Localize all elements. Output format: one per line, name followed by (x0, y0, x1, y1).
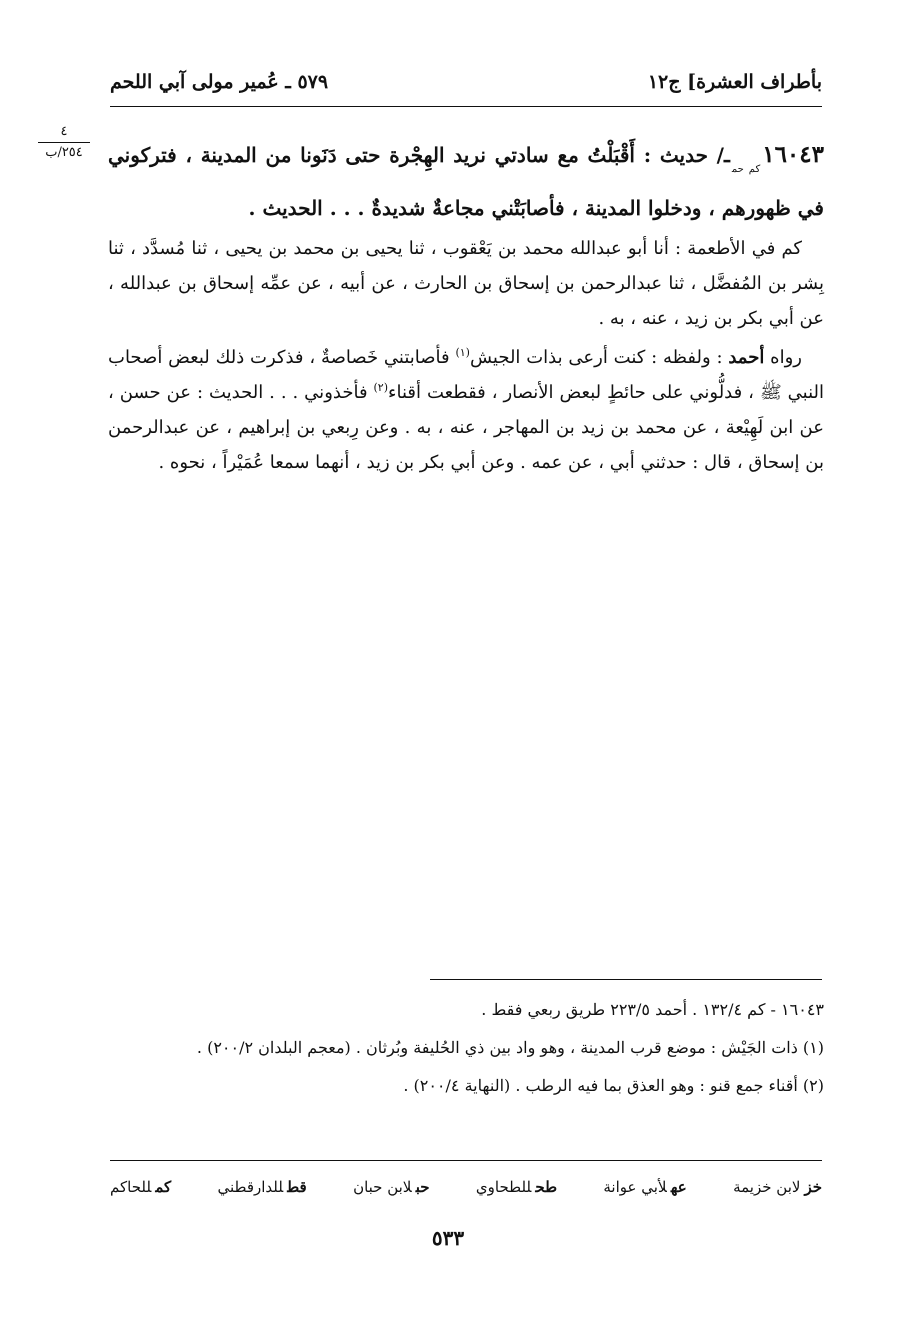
abbrev-item: عهلأبي عوانة (603, 1178, 687, 1196)
isnad-paragraph: كم في الأطعمة : أنا أبو عبدالله محمد بن يَعْقوب ، ثنا يحيى بن محمد بن يحيى ، ثنا مُسدَّد ، ثنا بِشر بن المُفضَّل ، ثنا عبدالرحمن بن إسحاق بن الحارث ، عن أبيه ، عن عمِّه إسحاق بن عبدالله ، عن أبي بكر بن زيد ، عنه ، به . (108, 238, 824, 329)
narration-part-1: : ولفظه : كنت أرعى بذات الجيش (469, 347, 723, 368)
abbrev-item: حبلابن حبان (353, 1178, 430, 1196)
header-volume-title: بأطراف العشرة] ج١٢ (647, 71, 822, 93)
page-number: ٥٣٣ (431, 1226, 465, 1250)
narration-paragraph (108, 340, 824, 480)
footnote-source: ١٦٠٤٣ - كم ١٣٢/٤ . أحمد ٢٢٣/٥ طريق ربعي فقط . (481, 1000, 824, 1019)
folio-note-top: ٤ (38, 124, 90, 143)
footnotes (108, 993, 824, 1107)
abbreviations-key (110, 1170, 822, 1204)
footnote-ref-2: (٢) (373, 381, 389, 394)
footnote-divider (430, 979, 822, 980)
footnote-2: (٢) أقناء جمع قنو : وهو العذق بما فيه الرطب . (النهاية ٢٠٠/٤) . (403, 1076, 824, 1095)
running-header (110, 62, 822, 102)
hadith-heading-text: ـ/ حديث : أَقْبَلْتُ مع سادتي نريد الهِجْرة حتى دَنَونا من المدينة ، فتركوني في ظهورهم ، ودخلوا المدينة ، فأصابَتْني مجاعةٌ شديدةٌ . . . الحديث . (108, 143, 824, 220)
footnote-ref-1: (١) (455, 346, 470, 359)
narration-part-2: فأصابتني خَصاصةٌ ، فذكرت ذلك لبعض أصحاب النبي ﷺ ، فدلُّوني على حائطٍ لبعض الأنصار ، فقطعت أقناء (108, 347, 824, 403)
abbrev-item: كمللحاكم (110, 1178, 172, 1196)
narration-lead: رواه (770, 347, 802, 368)
abbrev-item: خزلابن خزيمة (733, 1178, 822, 1196)
footnote-1: (١) ذات الجَيْش : موضع قرب المدينة ، وهو واد بين ذي الحُليفة وبُرثان . (معجم البلدان ٢٠٠/٢) . (196, 1038, 824, 1057)
abbrev-item: قطللدارقطني (217, 1178, 307, 1196)
header-divider (110, 106, 822, 107)
abbrev-item: طحللطحاوي (475, 1178, 558, 1196)
hadith-number: ١٦٠٤٣ (762, 141, 824, 168)
narrator-name: أحمد (728, 347, 765, 368)
main-text (108, 136, 824, 484)
header-chapter-title: ٥٧٩ ـ عُمير مولى آبي اللحم (110, 71, 329, 93)
abbreviations-divider (110, 1160, 822, 1161)
hadith-heading (108, 136, 824, 227)
folio-note-bottom: ٢٥٤/ب (45, 144, 83, 160)
manuscript-folio-note (38, 124, 90, 160)
hadith-sigla: كم حم (731, 164, 761, 175)
narration-part-3: فأخذوني . . . الحديث : عن حسن ، عن ابن لَهِيْعة ، عن محمد بن زيد بن المهاجر ، عنه ، به . وعن رِبعي بن إبراهيم ، عن عبدالرحمن بن إسحاق ، قال : حدثني أبي ، عن عمه . وعن أبي بكر بن زيد ، أنهما سمعا عُمَيْراً ، نحوه . (108, 382, 824, 473)
